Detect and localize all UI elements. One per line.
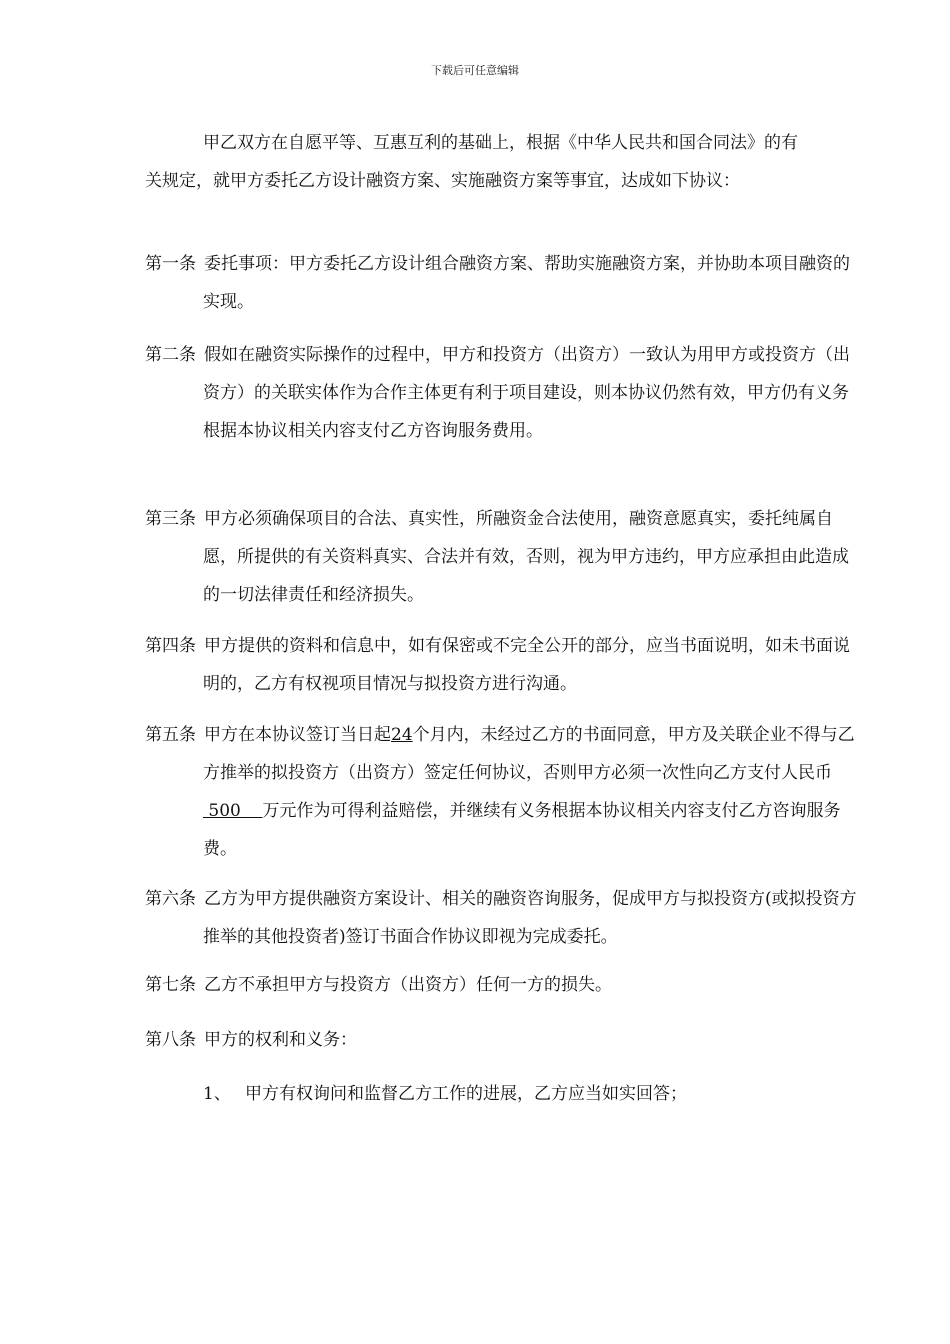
article-label: 第六条 [145, 889, 196, 909]
article-text: 甲方必须确保项目的合法、真实性，所融资金合法使用，融资意愿真实，委托纯属自愿，所提供的有关资料真实、合法并有效，否则，视为甲方违约，甲方应承担由此造成的一切法律责任和经济损失。 [203, 509, 849, 605]
article-3 [145, 500, 863, 614]
list-item-number: 1、 [203, 1084, 231, 1104]
article-label: 第三条 [145, 509, 196, 529]
article-text-part2: 个月内，未经过乙方的书面同意，甲方及关联企业不得与乙方推举的拟投资方（出资方）签定任何协议，否则甲方必须一次性向乙方支付人民币 [203, 725, 855, 783]
article-label: 第二条 [145, 345, 196, 365]
article-8 [145, 1021, 863, 1059]
article-label: 第五条 [145, 725, 196, 745]
article-6 [145, 880, 863, 956]
article-5 [145, 716, 863, 868]
page-header-note: 下载后可任意编辑 [431, 64, 519, 77]
article-text-part3: 万元作为可得利益赔偿，并继续有义务根据本协议相关内容支付乙方咨询服务费。 [203, 801, 841, 859]
article-label: 第八条 [145, 1030, 196, 1050]
article-label: 第七条 [145, 975, 196, 995]
article-label: 第一条 [145, 254, 196, 274]
article-label: 第四条 [145, 636, 196, 656]
article-text-part1: 甲方在本协议签订当日起 [204, 725, 391, 745]
months-value: 24 [391, 725, 413, 745]
article-text: 乙方为甲方提供融资方案设计、相关的融资咨询服务，促成甲方与拟投资方(或拟投资方推举的其他投资者)签订书面合作协议即视为完成委托。 [203, 889, 857, 947]
article-text: 甲方的权利和义务： [204, 1030, 357, 1050]
article-2 [145, 336, 863, 450]
article-1 [145, 245, 863, 321]
article-text: 甲方提供的资料和信息中，如有保密或不完全公开的部分，应当书面说明，如未书面说明的，乙方有权视项目情况与拟投资方进行沟通。 [203, 636, 850, 694]
article-7 [145, 966, 863, 1004]
list-item-text: 甲方有权询问和监督乙方工作的进展，乙方应当如实回答； [245, 1084, 687, 1104]
article-text: 假如在融资实际操作的过程中，甲方和投资方（出资方）一致认为用甲方或投资方（出资方）的关联实体作为合作主体更有利于项目建设，则本协议仍然有效，甲方仍有义务根据本协议相关内容支付乙方咨询服务费用。 [203, 345, 850, 441]
article-text: 乙方不承担甲方与投资方（出资方）任何一方的损失。 [204, 975, 612, 995]
amount-value: 500 [203, 801, 263, 821]
article-text: 委托事项：甲方委托乙方设计组合融资方案、帮助实施融资方案，并协助本项目融资的实现。 [203, 254, 850, 312]
intro-paragraph: 甲乙双方在自愿平等、互惠互利的基础上，根据《中华人民共和国合同法》的有关规定，就甲方委托乙方设计融资方案、实施融资方案等事宜，达成如下协议： [145, 133, 798, 191]
article-4 [145, 627, 863, 703]
list-item [203, 1075, 803, 1113]
